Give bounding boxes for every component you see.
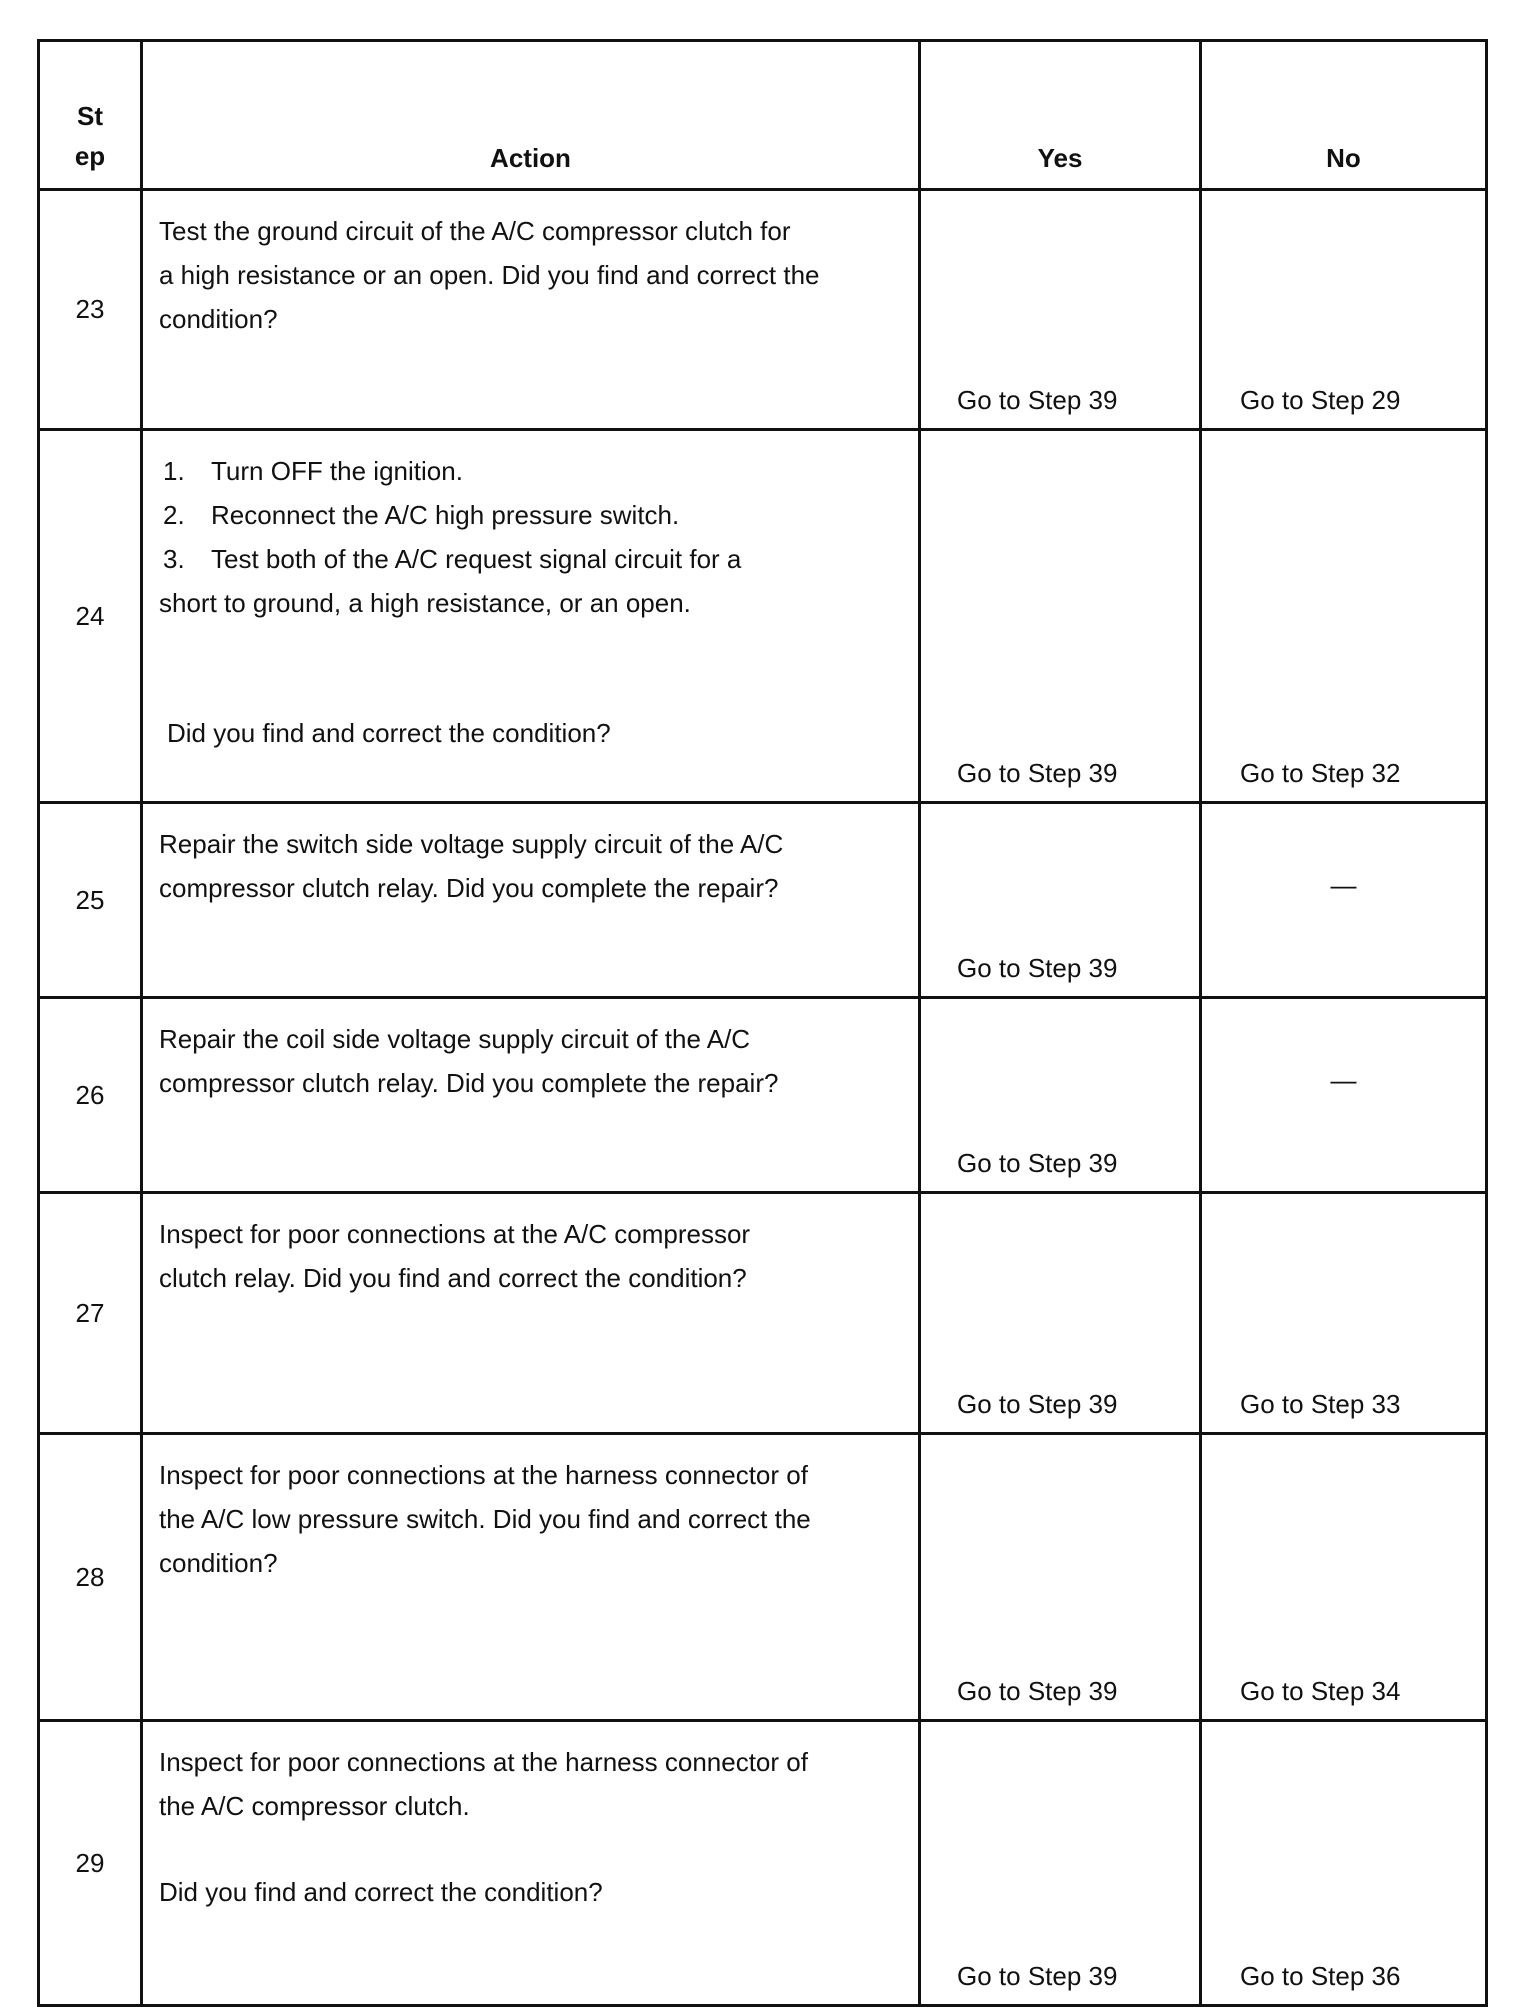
table-row — [39, 190, 1487, 430]
table-row — [39, 430, 1487, 803]
step-number: 27 — [39, 1193, 142, 1434]
step-number: 25 — [39, 803, 142, 998]
list-item-number: 2. — [163, 500, 185, 530]
table-row — [39, 1721, 1487, 2006]
action-line: compressor clutch relay. Did you complete the repair? — [159, 873, 779, 903]
list-item — [159, 537, 902, 581]
action-cell — [142, 430, 920, 803]
action-line: Test the ground circuit of the A/C compressor clutch for — [159, 216, 791, 246]
step-number: 28 — [39, 1434, 142, 1721]
list-item-text: Turn OFF the ignition. — [211, 456, 463, 486]
no-column-header: No — [1201, 41, 1487, 190]
action-line: Repair the switch side voltage supply circuit of the A/C — [159, 829, 784, 859]
list-item-text: Reconnect the A/C high pressure switch. — [211, 500, 680, 530]
action-cell — [142, 190, 920, 430]
action-line: the A/C compressor clutch. — [159, 1791, 470, 1821]
table-row — [39, 1434, 1487, 1721]
no-cell: Go to Step 36 — [1201, 1721, 1487, 2006]
diagnostic-steps-table — [37, 39, 1488, 2007]
step-column-header — [39, 41, 142, 190]
table-row — [39, 1193, 1487, 1434]
yes-cell: Go to Step 39 — [920, 1721, 1201, 2006]
step-header-line1: St — [77, 101, 103, 131]
no-cell: — — [1201, 803, 1487, 998]
yes-column-header: Yes — [920, 41, 1201, 190]
action-cell — [142, 998, 920, 1193]
action-line: Inspect for poor connections at the harness connector of — [159, 1460, 808, 1490]
table-row — [39, 998, 1487, 1193]
table-header-row — [39, 41, 1487, 190]
table-row — [39, 803, 1487, 998]
list-item-number: 3. — [163, 544, 185, 574]
action-question: Did you find and correct the condition? — [159, 1877, 603, 1907]
yes-cell: Go to Step 39 — [920, 1434, 1201, 1721]
no-cell: — — [1201, 998, 1487, 1193]
list-item-number: 1. — [163, 456, 185, 486]
action-cell — [142, 1193, 920, 1434]
action-line: Inspect for poor connections at the harness connector of — [159, 1747, 808, 1777]
step-header-line2: ep — [74, 141, 106, 171]
list-item-text: Test both of the A/C request signal circuit for a — [211, 544, 742, 574]
action-line: short to ground, a high resistance, or an open. — [159, 588, 691, 618]
step-number: 23 — [39, 190, 142, 430]
no-cell: Go to Step 33 — [1201, 1193, 1487, 1434]
list-item — [159, 449, 902, 493]
no-cell: Go to Step 29 — [1201, 190, 1487, 430]
yes-cell: Go to Step 39 — [920, 190, 1201, 430]
action-line: condition? — [159, 304, 278, 334]
action-numbered-list — [159, 449, 902, 581]
action-line: compressor clutch relay. Did you complete the repair? — [159, 1068, 779, 1098]
step-number: 26 — [39, 998, 142, 1193]
action-line: a high resistance or an open. Did you find and correct the — [159, 260, 820, 290]
action-cell — [142, 1434, 920, 1721]
yes-cell: Go to Step 39 — [920, 998, 1201, 1193]
no-cell: Go to Step 34 — [1201, 1434, 1487, 1721]
action-line: condition? — [159, 1548, 278, 1578]
yes-cell: Go to Step 39 — [920, 1193, 1201, 1434]
diagnostic-table-page — [37, 39, 1485, 2007]
yes-cell: Go to Step 39 — [920, 430, 1201, 803]
action-line: Inspect for poor connections at the A/C compressor — [159, 1219, 751, 1249]
action-column-header: Action — [142, 41, 920, 190]
action-cell — [142, 803, 920, 998]
step-number: 24 — [39, 430, 142, 803]
list-item — [159, 493, 902, 537]
action-line: clutch relay. Did you find and correct the condition? — [159, 1263, 747, 1293]
step-number: 29 — [39, 1721, 142, 2006]
action-line: the A/C low pressure switch. Did you find and correct the — [159, 1504, 811, 1534]
no-cell: Go to Step 32 — [1201, 430, 1487, 803]
action-question: Did you find and correct the condition? — [167, 718, 611, 748]
action-line: Repair the coil side voltage supply circuit of the A/C — [159, 1024, 751, 1054]
action-cell — [142, 1721, 920, 2006]
yes-cell: Go to Step 39 — [920, 803, 1201, 998]
